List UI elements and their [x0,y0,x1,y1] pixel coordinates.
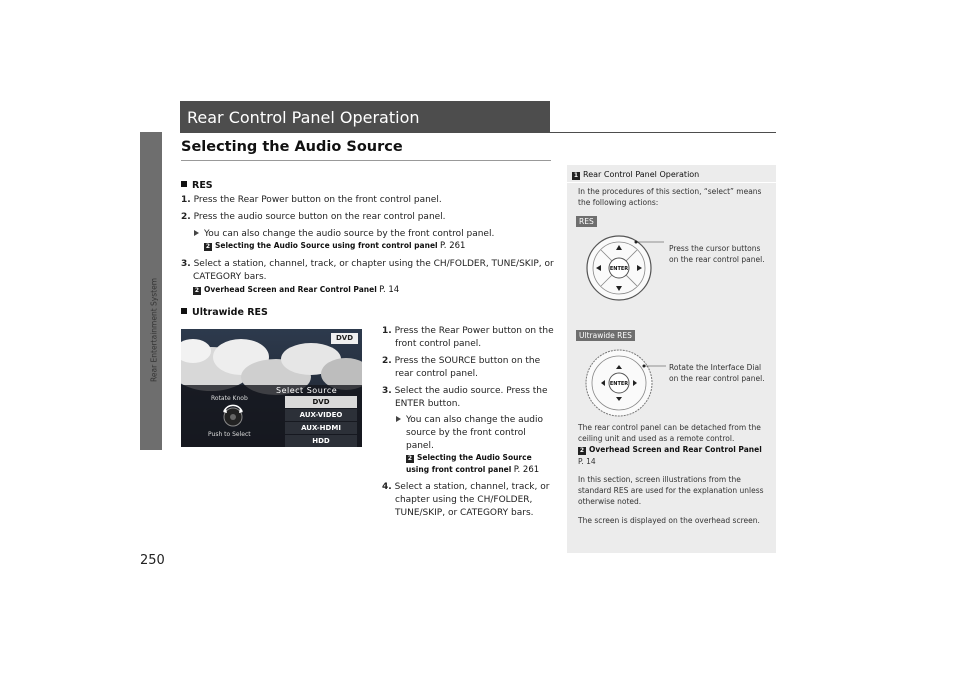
res-step-2: 2. Press the audio source button on the rear control panel. [181,212,446,222]
note-ref-page[interactable]: P. 14 [578,457,596,466]
select-source-screen-illustration [181,329,362,447]
note-marker-icon: 1 [573,172,579,179]
note-intro-2: the following actions: [578,198,659,207]
note-detach-1: The rear control panel can be detached from the [578,423,761,432]
ultra-step-2: 2. Press the SOURCE button on the [382,356,541,366]
note-illus-1: In this section, screen illustrations from the [578,475,741,484]
ultra-ref-front-panel-cont[interactable]: using front control panel P. 261 [406,465,540,475]
res-ref-overhead[interactable]: 2 Overhead Screen and Rear Control Panel P. 14 [194,285,400,295]
ultra-caption-1: Rotate the Interface Dial [669,363,762,372]
res-ref-front-panel[interactable]: 2 Selecting the Audio Source using front control panel P. 261 [205,241,466,251]
svg-text:ENTER: ENTER [609,381,629,387]
note-ref-overhead[interactable]: 2 Overhead Screen and Rear Control Panel [579,445,762,454]
ultra-step-2-cont: rear control panel. [395,369,479,379]
ultra-sub-note-cont-2: panel. [406,441,434,451]
source-option-hdd[interactable]: HDD [285,435,357,447]
ultra-step-3-cont: ENTER button. [395,399,461,409]
source-option-aux-hdmi[interactable]: AUX-HDMI [285,422,357,434]
page-title: Rear Control Panel Operation [187,108,420,127]
section-title: Selecting the Audio Source [181,139,403,155]
res-caption-2: on the rear control panel. [669,255,765,264]
ultra-caption-2: on the rear control panel. [669,374,765,383]
note-divider [567,182,776,183]
ultra-step-4-cont-1: chapter using the CH/FOLDER, [395,495,533,505]
ultra-heading: Ultrawide RES [181,307,268,318]
note-screen-display: The screen is displayed on the overhead screen. [578,516,760,525]
ultra-step-1-cont: front control panel. [395,339,482,349]
note-intro-1: In the procedures of this section, “select” means [578,187,762,196]
select-source-title: Select Source [276,386,338,395]
res-heading: RES [181,180,213,191]
cross-reference-icon: 2 [205,243,211,250]
dvd-badge: DVD [331,333,358,344]
rotate-knob-label: Rotate Knob [211,395,248,402]
source-option-dvd[interactable]: DVD [285,396,357,408]
page-number: 250 [140,553,165,568]
ultra-step-4: 4. Select a station, channel, track, or [382,482,550,492]
section-rule [181,160,551,161]
ultra-sub-note: You can also change the audio [396,414,543,427]
res-cursor-pad-icon [574,232,674,302]
res-caption-1: Press the cursor buttons [669,244,761,253]
square-bullet-icon [181,181,187,187]
interface-dial-icon [574,346,674,418]
svg-text:ENTER: ENTER [609,266,629,272]
ultra-ref-front-panel[interactable]: 2 Selecting the Audio Source [407,453,532,462]
res-step-3: 3. Select a station, channel, track, or chapter using the CH/FOLDER, TUNE/SKIP, or [181,259,554,269]
note-detach-2: ceiling unit and used as a remote control. [578,434,735,443]
rotate-knob-icon [220,403,246,429]
push-to-select-label: Push to Select [208,431,251,438]
cross-reference-icon: 2 [579,447,585,454]
cross-reference-icon: 2 [407,455,413,462]
arrow-bullet-icon [396,416,401,422]
ultra-step-4-cont-2: TUNE/SKIP, or CATEGORY bars. [395,508,534,518]
cross-reference-icon: 2 [194,287,200,294]
note-illus-3: otherwise noted. [578,497,642,506]
ultra-sub-note-cont-1: source by the front control [406,428,526,438]
note-illus-2: standard RES are used for the explanation unless [578,486,764,495]
res-sub-note: You can also change the audio source by the front control panel. [194,228,494,241]
ultra-step-3: 3. Select the audio source. Press the [382,386,548,396]
tag-res: RES [576,216,597,227]
ultra-step-1: 1. Press the Rear Power button on the [382,326,554,336]
arrow-bullet-icon [194,230,199,236]
note-title: 1 Rear Control Panel Operation [573,170,700,179]
square-bullet-icon [181,308,187,314]
chapter-side-label: Rear Entertainment System [149,277,159,383]
header-rule [550,132,776,133]
res-step-1: 1. Press the Rear Power button on the front control panel. [181,195,442,205]
source-option-aux-video[interactable]: AUX-VIDEO [285,409,357,421]
tag-ultrawide-res: Ultrawide RES [576,330,635,341]
res-step-3-cont: CATEGORY bars. [193,272,267,282]
